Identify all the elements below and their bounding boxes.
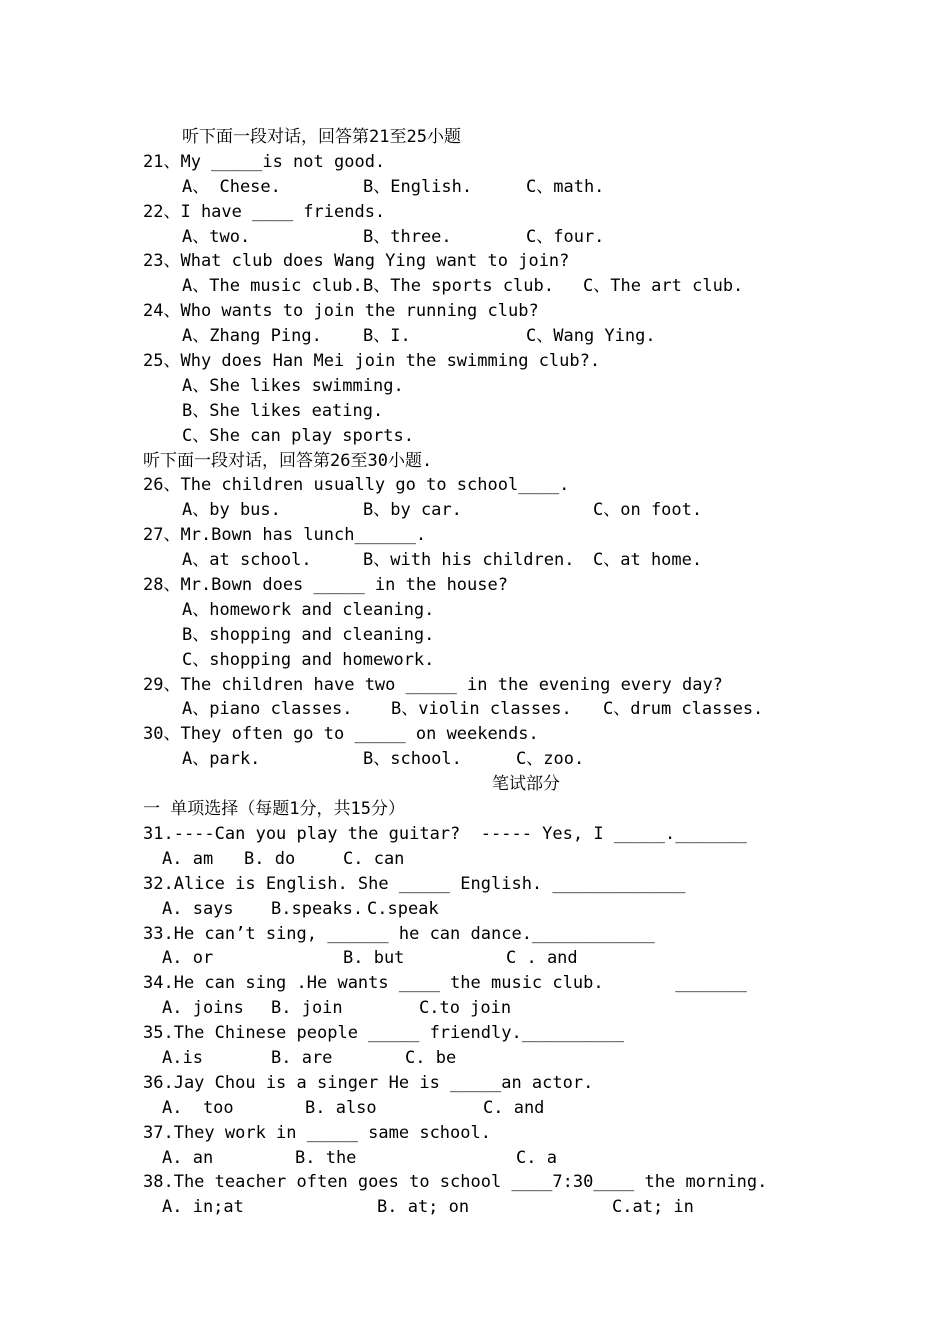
option-c: C、four. [526, 226, 605, 247]
option-c: C、She can play sports. [182, 425, 414, 446]
option-c: C. a [516, 1147, 557, 1168]
question-25: 25、Why does Han Mei join the swimming club?. [143, 351, 601, 372]
option-c: C. and [483, 1097, 545, 1118]
options-30 [143, 747, 843, 772]
question-34: 34.He can sing .He wants ____ the music club. _______ [143, 973, 747, 994]
option-a: A、at school. [182, 550, 312, 571]
question-32: 32.Alice is English. She _____ English. _____________ [143, 873, 686, 894]
section-heading-26-30: 听下面一段对话，回答第26至30小题. [143, 450, 433, 471]
option-a: A. too [162, 1097, 234, 1118]
options-29 [143, 697, 843, 722]
options-22 [143, 225, 843, 250]
options-26 [143, 498, 843, 523]
option-c: C. can [343, 848, 405, 869]
option-c: C. be [405, 1047, 457, 1068]
option-a: A. joins [162, 998, 244, 1019]
option-a: A、park. [182, 749, 261, 770]
option-c: C、The art club. [583, 276, 744, 297]
option-b: B. join [271, 998, 343, 1019]
option-a: A、two. [182, 226, 251, 247]
question-38: 38.The teacher often goes to school ____7:30____ the morning. [143, 1172, 768, 1193]
option-a: A、The music club. [182, 276, 363, 297]
question-22: 22、I have ____ friends. [143, 201, 386, 222]
option-b: B、The sports club. [363, 276, 554, 297]
option-c: C、math. [526, 176, 605, 197]
question-21: 21、My _____is not good. [143, 151, 386, 172]
option-a: A. am [162, 848, 214, 869]
option-c: C.speak [367, 898, 439, 919]
options-35 [143, 1046, 843, 1071]
option-a: A、piano classes. [182, 699, 353, 720]
option-b: B. also [305, 1097, 377, 1118]
options-38 [143, 1195, 843, 1220]
question-30: 30、They often go to _____ on weekends. [143, 724, 539, 745]
option-b: B. do [244, 848, 296, 869]
options-27 [143, 548, 843, 573]
option-a: A、Zhang Ping. [182, 326, 322, 347]
option-c: C.to join [419, 998, 512, 1019]
option-b: B. but [343, 948, 405, 969]
option-b: B. at; on [377, 1197, 470, 1218]
option-c: C、Wang Ying. [526, 326, 656, 347]
option-c: C、drum classes. [603, 699, 764, 720]
option-b: B、I. [363, 326, 411, 347]
option-c: C.at; in [612, 1197, 694, 1218]
question-27: 27、Mr.Bown has lunch______. [143, 525, 427, 546]
option-b: B、shopping and cleaning. [182, 624, 435, 645]
question-29: 29、The children have two _____ in the evening every day? [143, 674, 723, 695]
option-b: B、She likes eating. [182, 400, 384, 421]
single-choice-heading: 一 单项选择（每题1分，共15分） [143, 799, 405, 820]
option-a: A. an [162, 1147, 214, 1168]
option-c: C . and [506, 948, 578, 969]
written-part-title: 笔试部分 [492, 774, 560, 795]
option-b: B、English. [363, 176, 473, 197]
question-28: 28、Mr.Bown does _____ in the house? [143, 575, 508, 596]
option-a: A.is [162, 1047, 203, 1068]
question-35: 35.The Chinese people _____ friendly.__________ [143, 1023, 625, 1044]
option-b: B、with his children. [363, 550, 575, 571]
options-24 [143, 324, 843, 349]
exam-content [143, 125, 843, 1220]
options-31 [143, 847, 843, 872]
written-part-title-row [143, 772, 843, 797]
option-c: C、at home. [593, 550, 703, 571]
options-32 [143, 897, 843, 922]
option-a: A. says [162, 898, 234, 919]
option-b: B.speaks. [271, 898, 364, 919]
question-26: 26、The children usually go to school____. [143, 475, 570, 496]
options-36 [143, 1096, 843, 1121]
option-c: C、on foot. [593, 500, 703, 521]
option-a: A. or [162, 948, 214, 969]
question-31: 31.----Can you play the guitar? ----- Yes, I _____._______ [143, 823, 747, 844]
question-33: 33.He can’t sing, ______ he can dance.____________ [143, 923, 655, 944]
options-23 [143, 274, 843, 299]
option-a: A、 Chese. [182, 176, 281, 197]
option-b: B、three. [363, 226, 452, 247]
option-a: A、She likes swimming. [182, 375, 404, 396]
option-b: B、school. [363, 749, 462, 770]
section-heading-21-25: 听下面一段对话，回答第21至25小题 [182, 127, 461, 147]
option-b: B. the [295, 1147, 357, 1168]
question-24: 24、Who wants to join the running club? [143, 301, 539, 322]
option-c: C、zoo. [516, 749, 585, 770]
option-b: B、by car. [363, 500, 462, 521]
option-b: B. are [271, 1047, 333, 1068]
options-21 [143, 175, 843, 200]
options-34 [143, 996, 843, 1021]
option-b: B、violin classes. [391, 699, 572, 720]
option-a: A、homework and cleaning. [182, 599, 435, 620]
question-23: 23、What club does Wang Ying want to join? [143, 251, 570, 272]
option-a: A、by bus. [182, 500, 281, 521]
option-a: A. in;at [162, 1197, 244, 1218]
question-36: 36.Jay Chou is a singer He is _____an actor. [143, 1072, 594, 1093]
question-37: 37.They work in _____ same school. [143, 1122, 491, 1143]
option-c: C、shopping and homework. [182, 649, 435, 670]
options-33 [143, 946, 843, 971]
options-37 [143, 1146, 843, 1171]
